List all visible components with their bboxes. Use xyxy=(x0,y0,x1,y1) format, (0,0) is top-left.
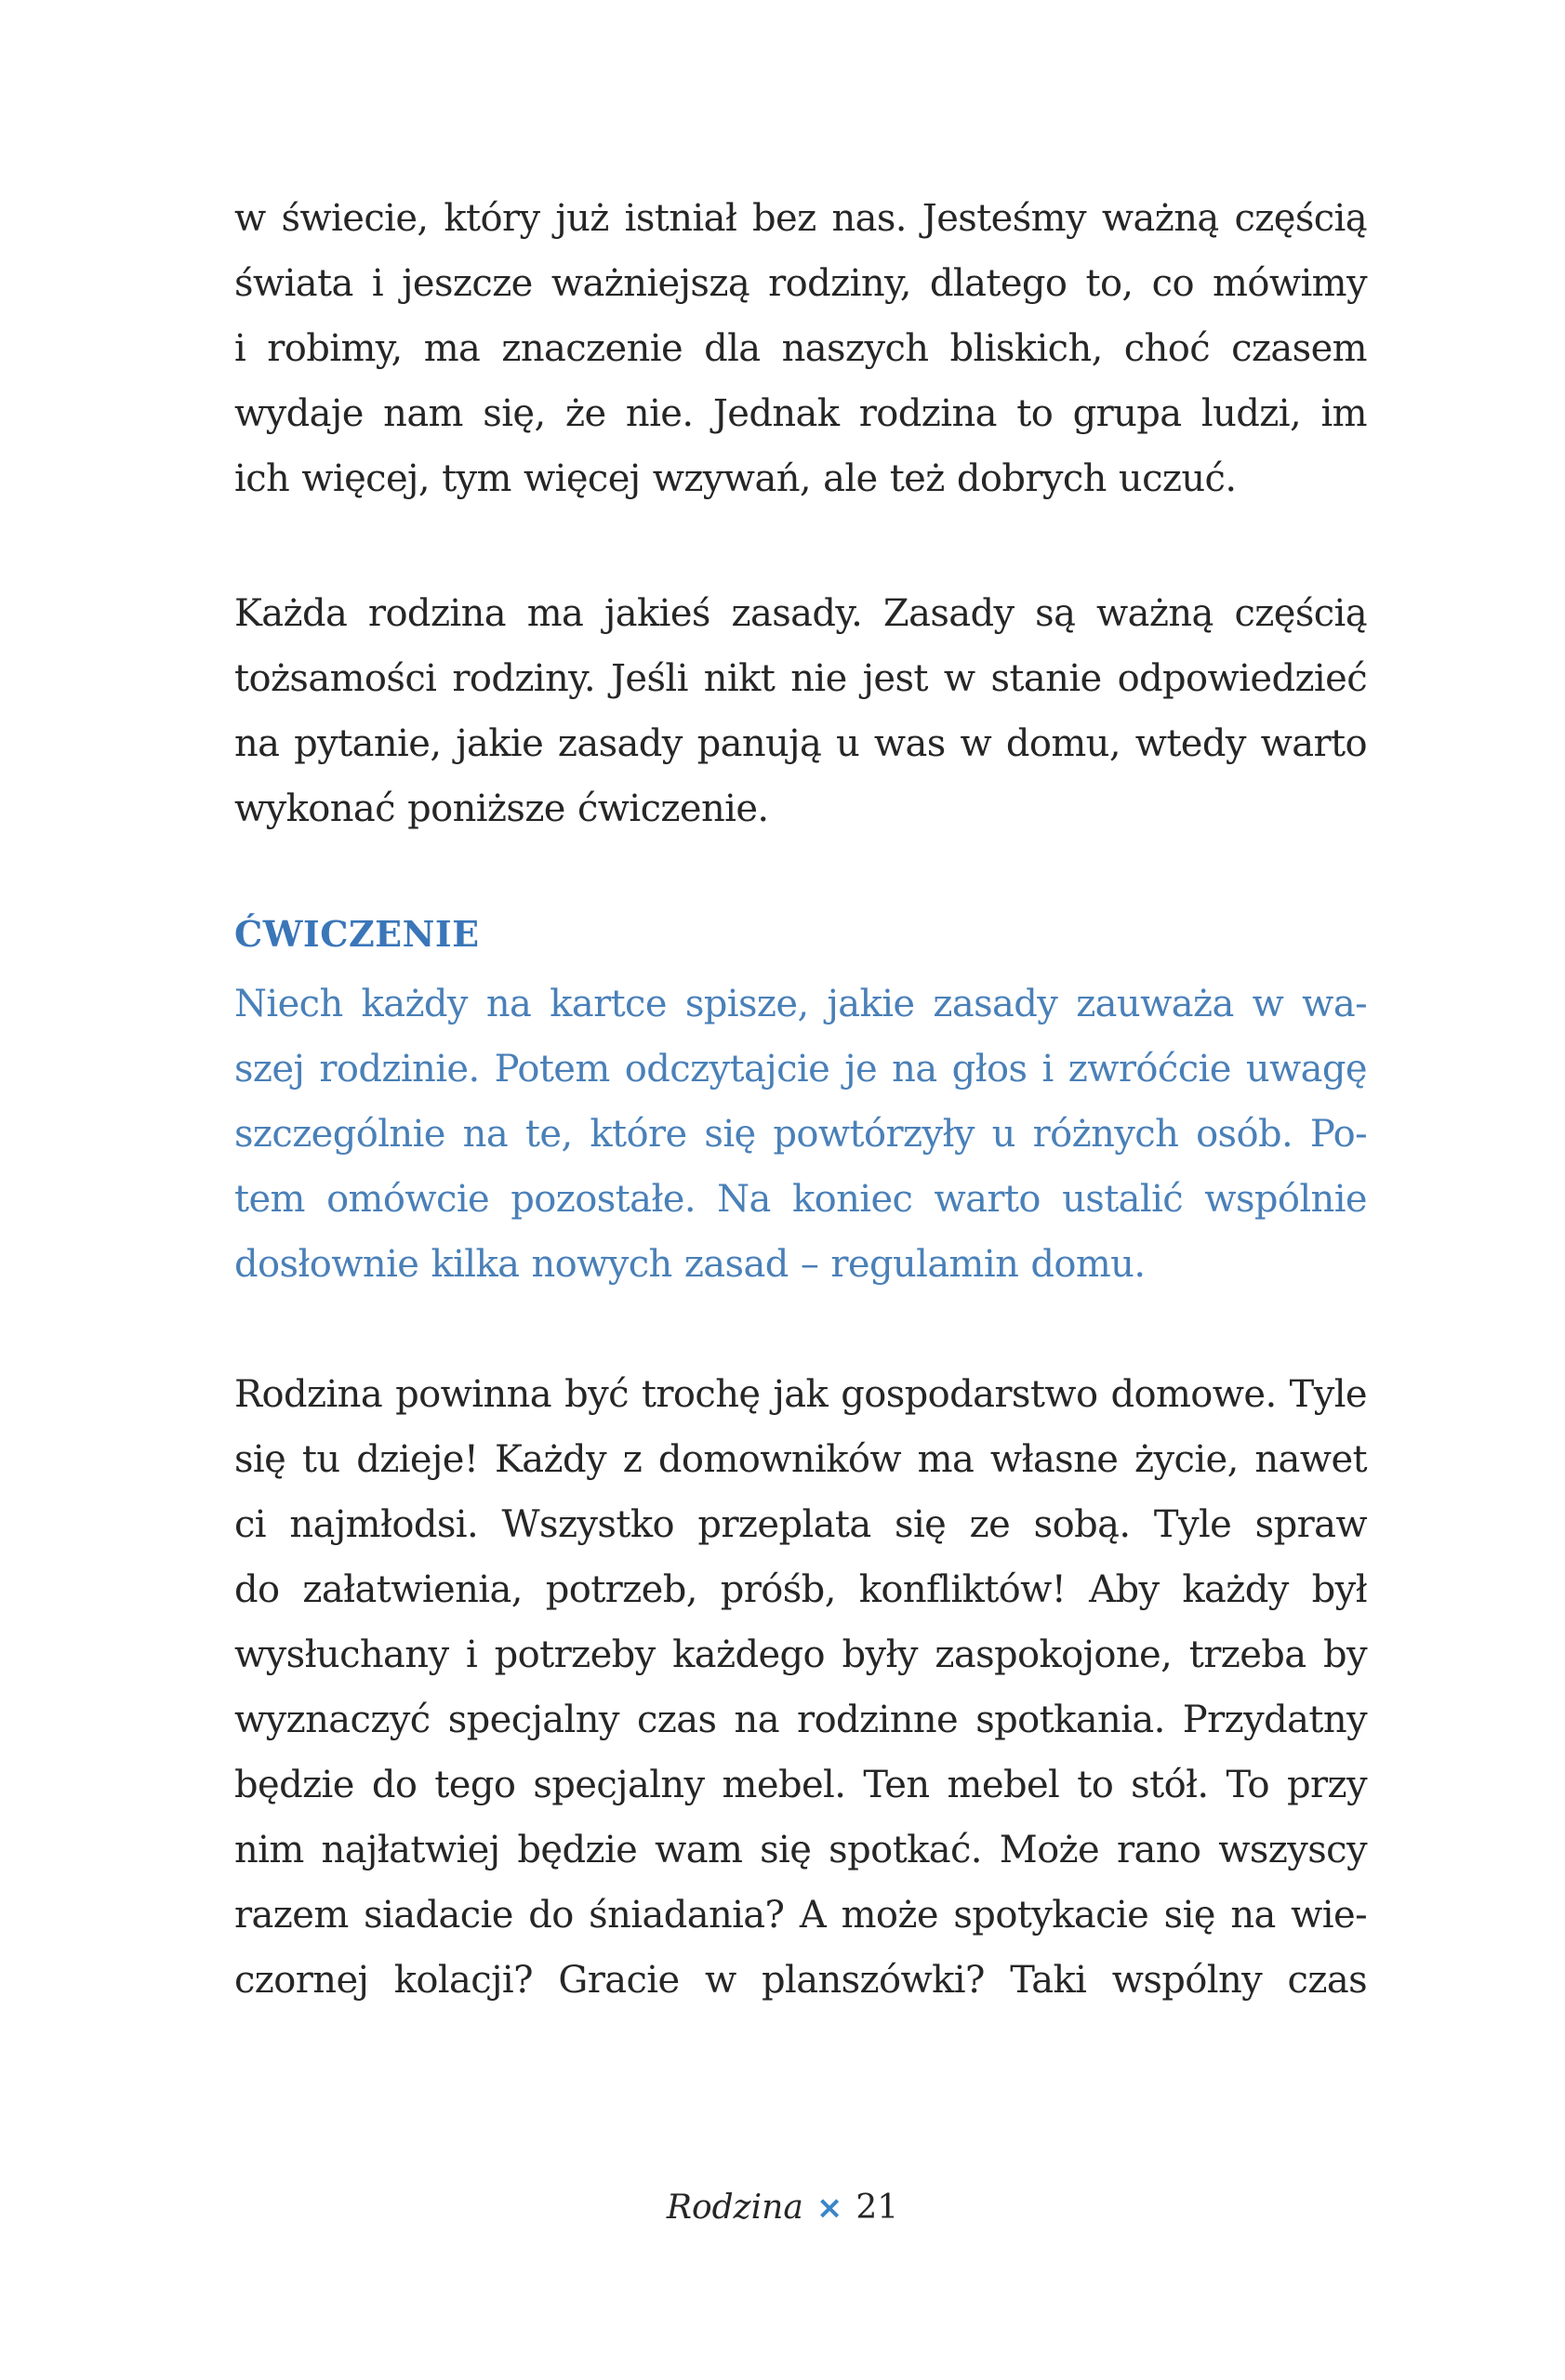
exercise-line: dosłownie kilka nowych zasad – regulamin domu. xyxy=(234,1243,1146,1286)
text-line: wydaje nam się, że nie. Jednak rodzina to grupa ludzi, im xyxy=(234,392,1367,435)
text-line: w świecie, który już istniał bez nas. Jesteśmy ważną częścią xyxy=(234,197,1367,240)
exercise-line: Niech każdy na kartce spisze, jakie zasady zauważa w wa- xyxy=(234,983,1367,1025)
cross-separator-icon: × xyxy=(816,2189,843,2227)
text-line: ci najmłodsi. Wszystko przeplata się ze sobą. Tyle spraw xyxy=(234,1503,1367,1546)
text-line: Rodzina powinna być trochę jak gospodarstwo domowe. Tyle xyxy=(234,1373,1367,1416)
text-line: Każda rodzina ma jakieś zasady. Zasady są ważną częścią xyxy=(234,592,1367,635)
text-line: na pytanie, jakie zasady panują u was w domu, wtedy warto xyxy=(234,722,1367,765)
text-line: czornej kolacji? Gracie w planszówki? Taki wspólny czas xyxy=(234,1959,1367,2002)
text-line: tożsamości rodziny. Jeśli nikt nie jest w stanie odpowiedzieć xyxy=(234,657,1367,700)
exercise-line: szej rodzinie. Potem odczytajcie je na głos i zwróćcie uwagę xyxy=(234,1048,1367,1091)
paragraph-household xyxy=(234,1362,1367,2013)
text-line: wykonać poniższe ćwiczenie. xyxy=(234,787,769,830)
text-line: i robimy, ma znaczenie dla naszych bliskich, choć czasem xyxy=(234,327,1367,370)
text-line: wyznaczyć specjalny czas na rodzinne spotkania. Przydatny xyxy=(234,1699,1367,1741)
text-line: się tu dzieje! Każdy z domowników ma własne życie, nawet xyxy=(234,1438,1367,1481)
text-line: nim najłatwiej będzie wam się spotkać. Może rano wszyscy xyxy=(234,1829,1367,1871)
text-line: do załatwienia, potrzeb, próśb, konfliktów! Aby każdy był xyxy=(234,1568,1367,1611)
text-line: świata i jeszcze ważniejszą rodziny, dlatego to, co mówimy xyxy=(234,262,1367,305)
paragraph-rules xyxy=(234,581,1367,841)
exercise-body xyxy=(234,972,1367,1297)
exercise-heading: ĆWICZENIE xyxy=(234,913,480,955)
exercise-line: tem omówcie pozostałe. Na koniec warto ustalić wspólnie xyxy=(234,1178,1367,1221)
text-line: wysłuchany i potrzeby każdego były zaspokojone, trzeba by xyxy=(234,1633,1367,1676)
chapter-title: Rodzina xyxy=(666,2188,803,2227)
text-line: będzie do tego specjalny mebel. Ten mebel to stół. To przy xyxy=(234,1764,1367,1806)
text-line: ich więcej, tym więcej wzywań, ale też dobrych uczuć. xyxy=(234,457,1237,500)
exercise-line: szczególnie na te, które się powtórzyły u różnych osób. Po- xyxy=(234,1113,1367,1156)
text-line: razem siadacie do śniadania? A może spotykacie się na wie- xyxy=(234,1894,1367,1937)
page-footer xyxy=(0,2185,1565,2231)
paragraph-intro xyxy=(234,186,1367,511)
page-number: 21 xyxy=(855,2188,899,2227)
